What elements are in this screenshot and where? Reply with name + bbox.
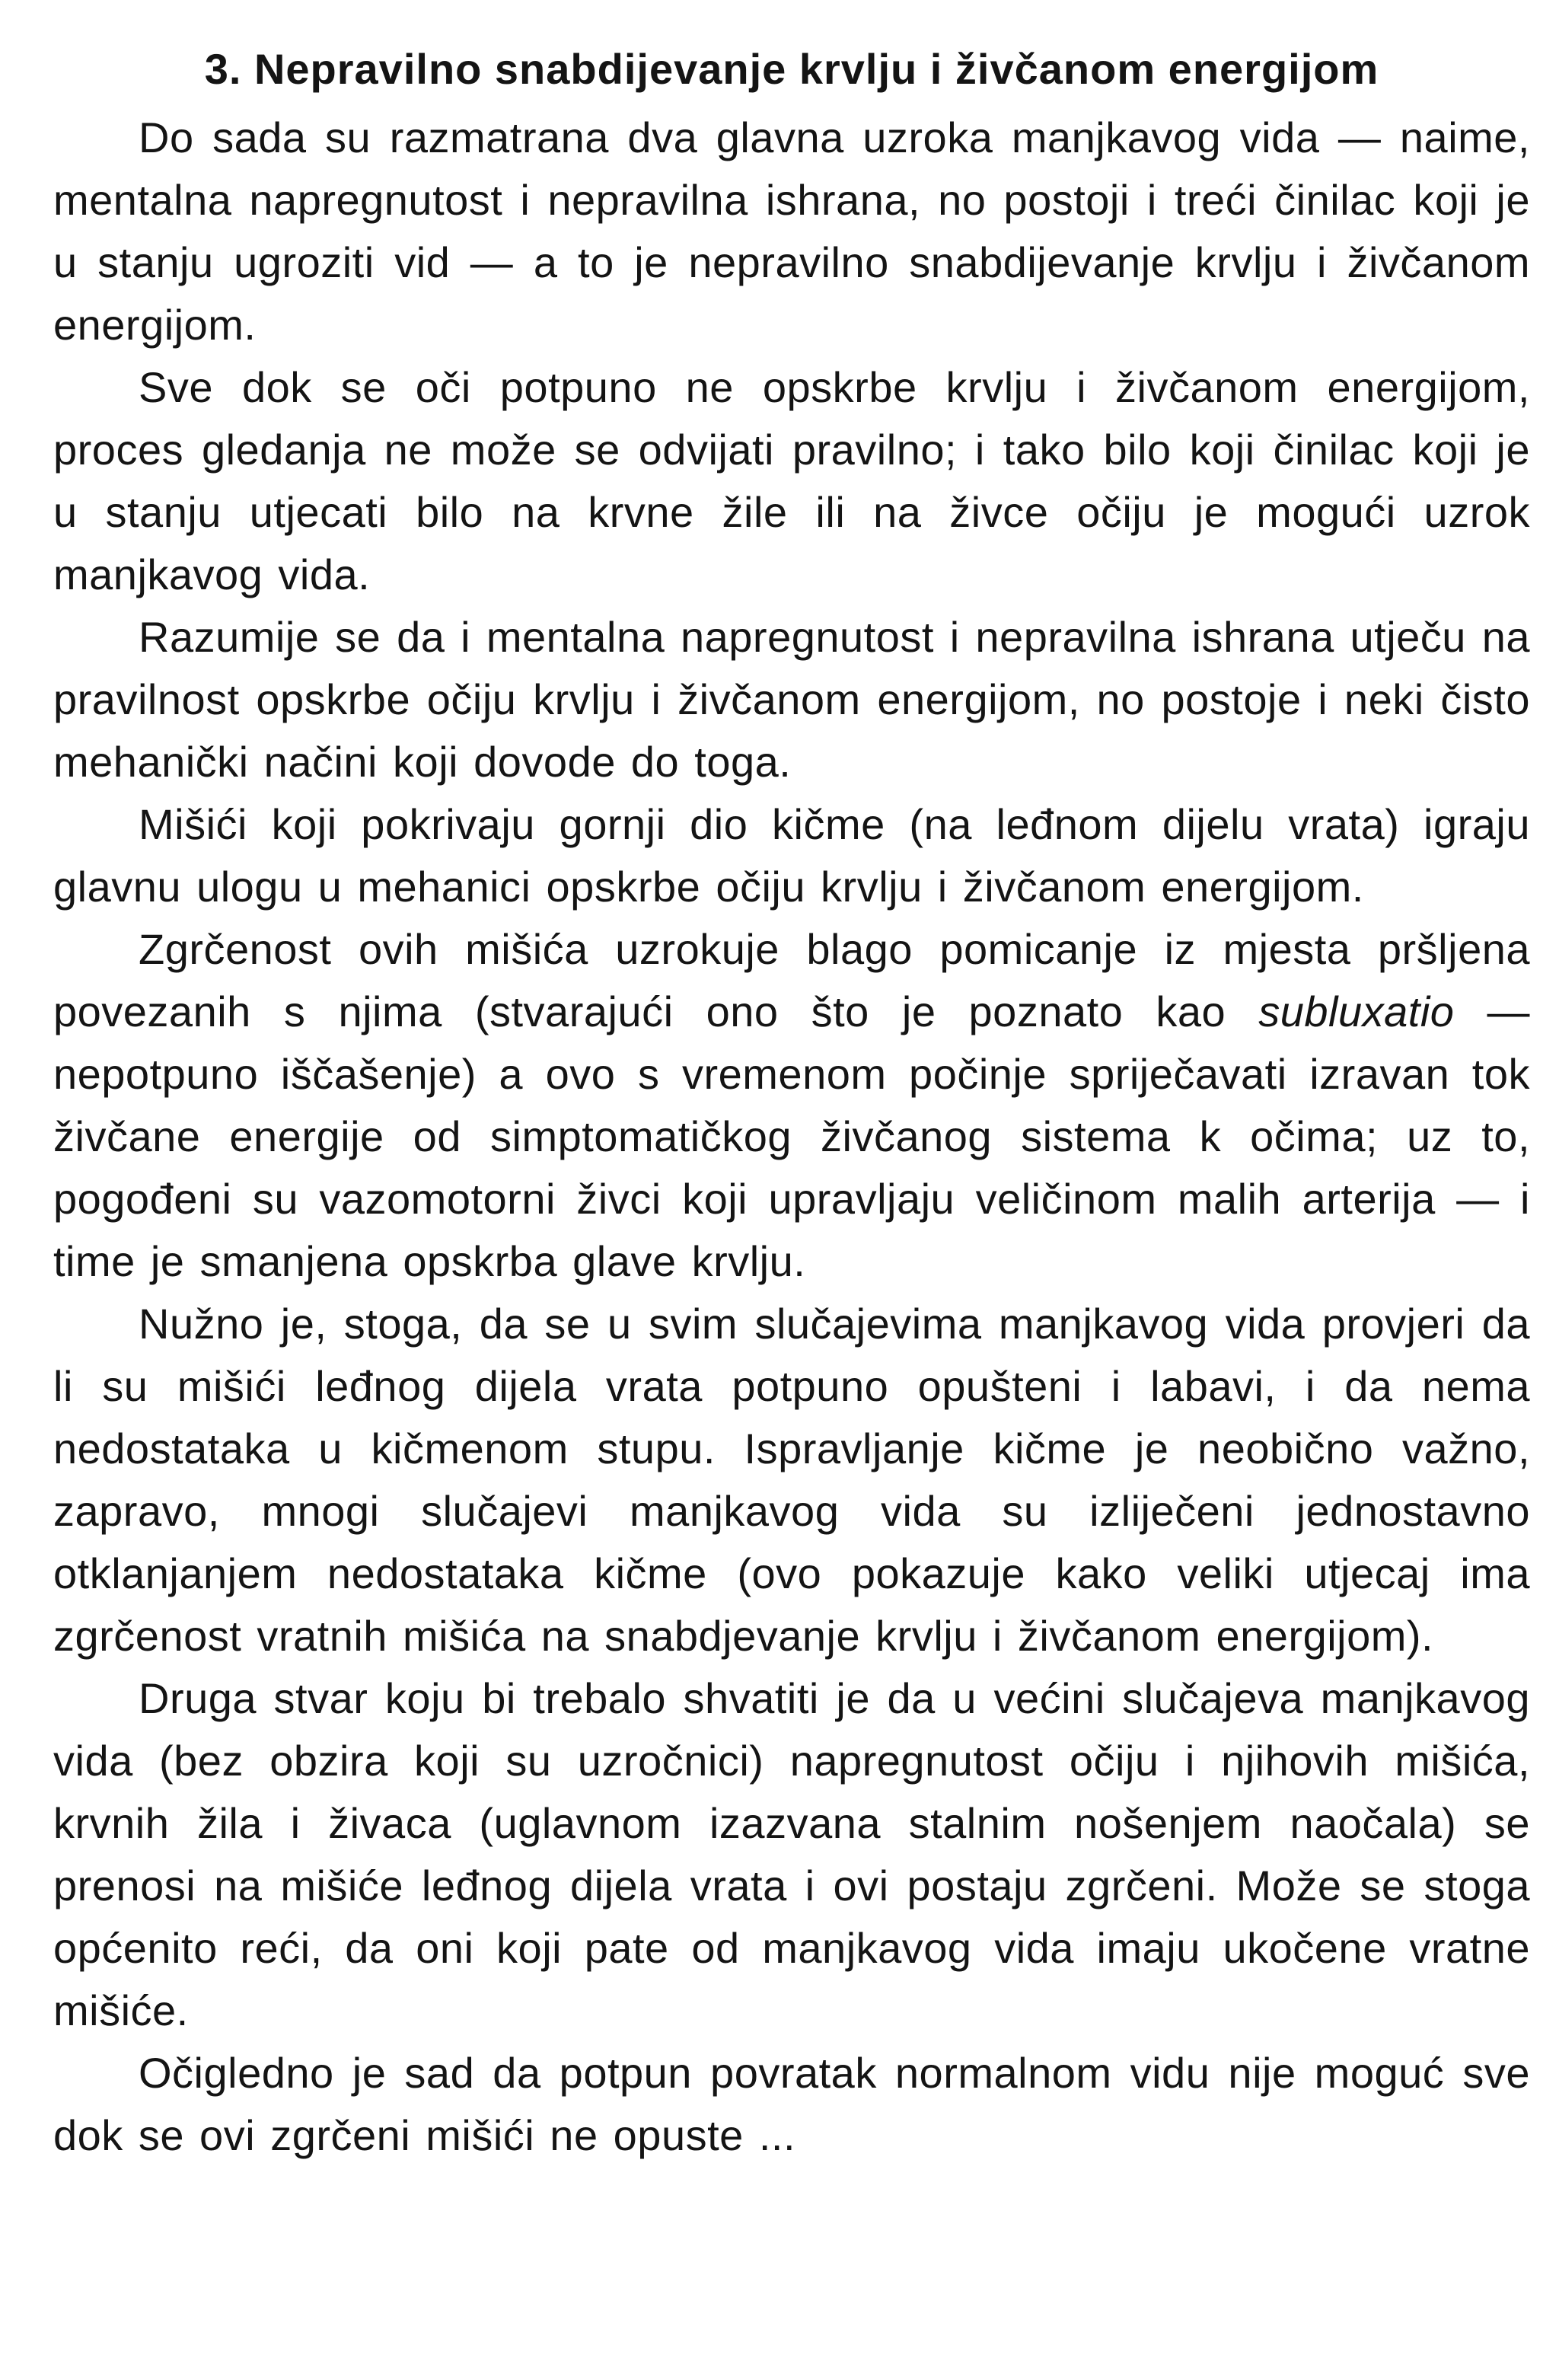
paragraph-2: Sve dok se oči potpuno ne opskrbe krvlju i živčanom energijom, proces gledanja ne može se odvijati pravilno; i tako bilo koji činilac koji je u stanju utjecati bilo na krvne žile ili na živce očiju je mogući uzrok manjkavog vida.	[53, 363, 1530, 598]
paragraph-3: Razumije se da i mentalna napregnutost i nepravilna ishrana utječu na pravilnost opskrbe očiju krvlju i živčanom energijom, no postoje i neki čisto mehanički načini koji dovode do toga.	[53, 613, 1530, 786]
paragraph-5-text-before: Zgrčenost ovih mišića uzrokuje blago pomicanje iz mjesta pršljena povezanih s njima (stvarajući ono što je poznato kao	[53, 925, 1530, 1035]
paragraph-6: Nužno je, stoga, da se u svim slučajevima manjkavog vida provjeri da li su mišići leđnog dijela vrata potpuno opušteni i labavi, i da nema nedostataka u kičmenom stupu. Ispravljanje kičme je neobično važno, zapravo, mnogi slučajevi manjkavog vida su izliječeni jednostavno otklanjanjem nedostataka kičme (ovo pokazuje kako veliki utjecaj ima zgrčenost vratnih mišića na snabdjevanje krvlju i živčanom energijom).	[53, 1300, 1530, 1660]
paragraph-5-italic-term: subluxatio	[1258, 987, 1455, 1035]
paragraph-7: Druga stvar koju bi trebalo shvatiti je da u većini slučajeva manjkavog vida (bez obzira koji su uzročnici) napregnutost očiju i njihovih mišića, krvnih žila i živaca (uglavnom izazvana stalnim nošenjem naočala) se prenosi na mišiće leđnog dijela vrata i ovi postaju zgrčeni. Može se stoga općenito reći, da oni koji pate od manjkavog vida imaju ukočene vratne mišiće.	[53, 1674, 1530, 2034]
paragraph-1: Do sada su razmatrana dva glavna uzroka manjkavog vida — naime, mentalna napregnutost i nepravilna ishrana, no postoji i treći činilac koji je u stanju ugroziti vid — a to je nepravilno snabdijevanje krvlju i živčanom energijom.	[53, 113, 1530, 349]
section-heading: 3. Nepravilno snabdijevanje krvlju i živčanom energijom	[204, 45, 1379, 93]
paragraph-4: Mišići koji pokrivaju gornji dio kičme (na leđnom dijelu vrata) igraju glavnu ulogu u mehanici opskrbe očiju krvlju i živčanom energijom.	[53, 800, 1530, 911]
document-page	[53, 38, 1530, 2167]
paragraph-8: Očigledno je sad da potpun povratak normalnom vidu nije moguć sve dok se ovi zgrčeni mišići ne opuste ...	[53, 2049, 1530, 2159]
paragraph-5-text-after: — nepotpuno iščašenje) a ovo s vremenom počinje spriječavati izravan tok živčane energije od simptomatičkog živčanog sistema k očima; uz to, pogođeni su vazomotorni živci koji upravljaju veličinom malih arterija — i time je smanjena opskrba glave krvlju.	[53, 987, 1530, 1285]
paragraph-5	[53, 918, 1530, 1293]
